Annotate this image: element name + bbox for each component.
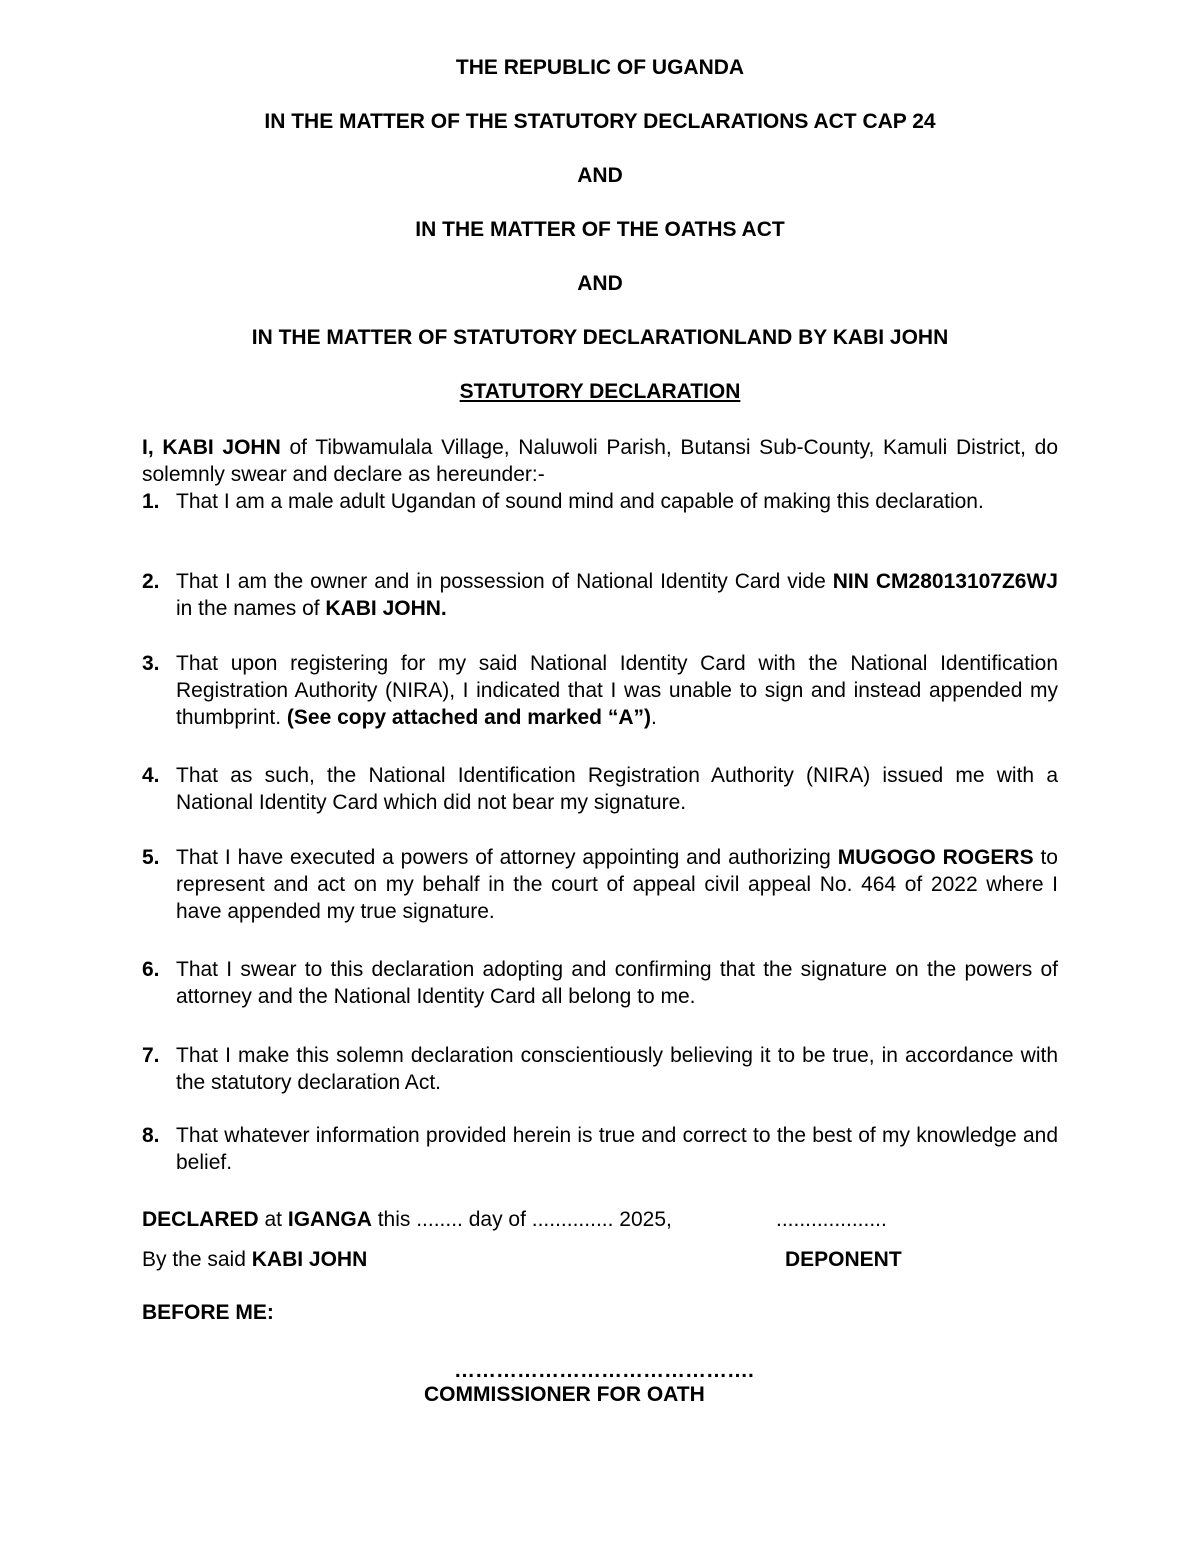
item-text-part: That upon registering for my said National Identity Card with the National Identification Registration Authority (NIRA), I indicated that I was unable to sign and instead appended my thumbprint. xyxy=(176,652,1058,729)
item-text xyxy=(176,844,1058,925)
declared-date: this ........ day of .............. 2025, xyxy=(371,1208,672,1231)
heading-and-2: AND xyxy=(577,272,623,295)
item-text xyxy=(176,650,1058,731)
item-text-part: That as such, the National Identification Registration Authority (NIRA) issued me with a National Identity Card which did not bear my signature. xyxy=(176,764,1058,814)
nin-number: NIN CM28013107Z6WJ xyxy=(832,570,1058,593)
item-text xyxy=(176,488,1058,515)
heading-republic: THE REPUBLIC OF UGANDA xyxy=(455,56,745,79)
list-item xyxy=(142,488,1058,515)
item-text-part: to represent and act on my behalf in the court of appeal civil appeal No. 464 of 2022 where I have appended my true signature. xyxy=(176,846,1058,923)
list-item xyxy=(142,844,1058,925)
list-item xyxy=(142,568,1058,622)
intro-text: of Tibwamulala Village, Naluwoli Parish, Butansi Sub-County, Kamuli District, do solemnly swear and declare as hereunder:- xyxy=(142,436,1059,486)
list-item xyxy=(142,1042,1058,1096)
list-item xyxy=(142,956,1058,1010)
declarant-name: I, KABI JOHN xyxy=(142,436,281,459)
list-item xyxy=(142,1122,1058,1176)
item-text xyxy=(176,1042,1058,1096)
declared-label: DECLARED xyxy=(142,1208,259,1231)
item-number: 3. xyxy=(142,652,160,675)
declared-line xyxy=(142,1207,672,1233)
item-text-part: in the names of xyxy=(176,597,326,620)
by-label: By the said xyxy=(142,1248,252,1271)
item-text-part: That I make this solemn declaration conscientiously believing it to be true, in accordance with the statutory declaration Act. xyxy=(176,1044,1058,1094)
attorney-name: MUGOGO ROGERS xyxy=(837,846,1034,869)
document-title-text: STATUTORY DECLARATION xyxy=(459,380,741,403)
list-item xyxy=(142,650,1058,731)
commissioner-signature-line: ……………………………………. xyxy=(454,1359,754,1382)
item-text-part: That I am the owner and in possession of National Identity Card vide xyxy=(176,570,833,593)
item-text-part: That I have executed a powers of attorney appointing and authorizing xyxy=(176,846,838,869)
deponent-name: KABI JOHN xyxy=(251,1248,368,1271)
document-title xyxy=(0,380,1200,404)
item-text-part: . xyxy=(651,706,657,729)
card-holder-name: KABI JOHN. xyxy=(325,597,447,620)
by-line xyxy=(142,1247,367,1273)
item-number: 8. xyxy=(142,1124,160,1147)
item-text xyxy=(176,1122,1058,1176)
item-number: 5. xyxy=(142,846,160,869)
item-text xyxy=(176,956,1058,1010)
item-number: 7. xyxy=(142,1044,160,1067)
item-text xyxy=(176,568,1058,622)
heading-statutory-act: IN THE MATTER OF THE STATUTORY DECLARATIONS ACT CAP 24 xyxy=(264,110,936,133)
before-me-label: BEFORE ME: xyxy=(142,1301,274,1324)
heading-matter: IN THE MATTER OF STATUTORY DECLARATIONLAND BY KABI JOHN xyxy=(251,326,949,349)
list-item xyxy=(142,762,1058,816)
heading-oaths-act: IN THE MATTER OF THE OATHS ACT xyxy=(415,218,785,241)
item-text-part: That I am a male adult Ugandan of sound mind and capable of making this declaration. xyxy=(176,490,984,513)
item-text xyxy=(176,762,1058,816)
deponent-signature-line: ................... xyxy=(776,1208,887,1231)
item-text-part: That whatever information provided herein is true and correct to the best of my knowledge and belief. xyxy=(176,1124,1058,1174)
item-number: 4. xyxy=(142,764,160,787)
declared-place: IGANGA xyxy=(287,1208,372,1231)
intro-paragraph xyxy=(142,434,1058,488)
declared-at: at xyxy=(258,1208,288,1231)
item-number: 1. xyxy=(142,490,160,513)
deponent-label: DEPONENT xyxy=(785,1248,902,1271)
item-text-part: That I swear to this declaration adopting and confirming that the signature on the powers of attorney and the National Identity Card all belong to me. xyxy=(176,958,1058,1008)
commissioner-label: COMMISSIONER FOR OATH xyxy=(424,1383,705,1406)
item-number: 6. xyxy=(142,958,160,981)
item-number: 2. xyxy=(142,570,160,593)
attachment-reference: (See copy attached and marked “A”) xyxy=(286,706,651,729)
heading-and-1: AND xyxy=(577,164,623,187)
